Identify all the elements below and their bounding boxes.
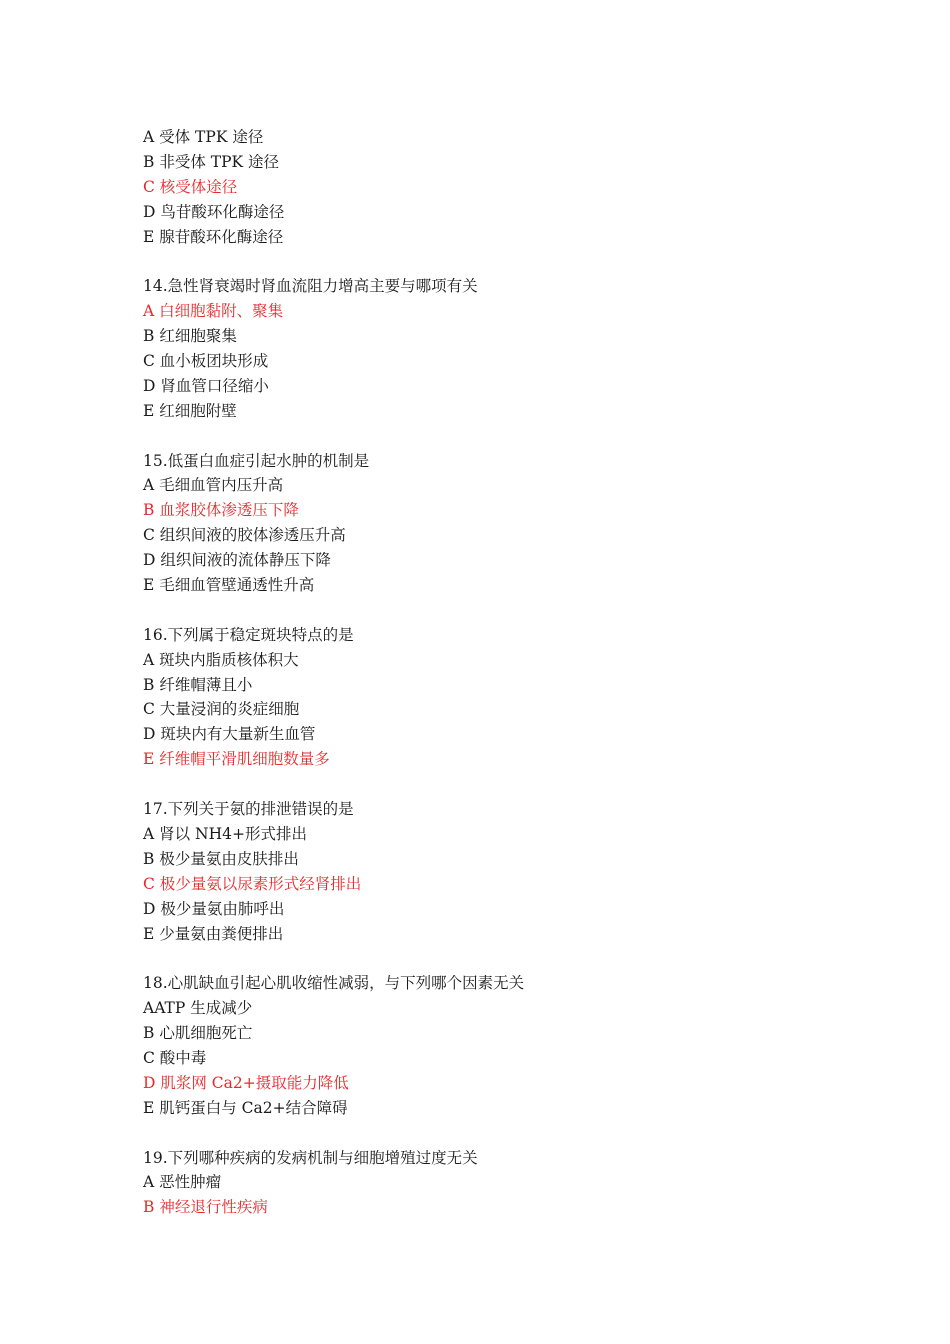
spacer — [143, 946, 863, 971]
question-16-block — [143, 623, 863, 772]
question-14-block — [143, 274, 863, 423]
q14-option-e: E 红细胞附壁 — [143, 401, 237, 420]
q16-option-c: C 大量浸润的炎症细胞 — [143, 700, 300, 719]
q17-question: 17.下列关于氨的排泄错误的是 — [143, 800, 354, 819]
q18-option-d-answer: D 肌浆网 Ca2+摄取能力降低 — [143, 1073, 349, 1092]
q14-option-c: C 血小板团块形成 — [143, 352, 269, 371]
q17-option-b: B 极少量氨由皮肤排出 — [143, 849, 299, 868]
spacer — [143, 598, 863, 623]
q15-option-b-answer: B 血浆胶体渗透压下降 — [143, 501, 299, 520]
q15-question: 15.低蛋白血症引起水肿的机制是 — [143, 451, 370, 470]
q16-option-d: D 斑块内有大量新生血管 — [143, 725, 316, 744]
q13-option-c-answer: C 核受体途径 — [143, 177, 238, 196]
spacer — [143, 772, 863, 797]
q16-option-a: A 斑块内脂质核体积大 — [143, 650, 299, 669]
q19-question: 19.下列哪种疾病的发病机制与细胞增殖过度无关 — [143, 1148, 478, 1167]
q14-option-a-answer: A 白细胞黏附、聚集 — [143, 302, 284, 321]
q14-option-b: B 红细胞聚集 — [143, 327, 237, 346]
q18-option-a: AATP 生成减少 — [143, 999, 253, 1018]
q15-option-a: A 毛细血管内压升高 — [143, 476, 284, 495]
q15-option-e: E 毛细血管壁通透性升高 — [143, 576, 315, 595]
question-13-block — [143, 125, 863, 249]
q17-option-e: E 少量氨由粪便排出 — [143, 924, 284, 943]
spacer — [143, 249, 863, 274]
question-18-block — [143, 971, 863, 1120]
q18-question: 18.心肌缺血引起心肌收缩性减弱，与下列哪个因素无关 — [143, 974, 525, 993]
q15-option-c: C 组织间液的胶体渗透压升高 — [143, 526, 346, 545]
q17-option-d: D 极少量氨由肺呼出 — [143, 899, 285, 918]
q19-option-b-answer: B 神经退行性疾病 — [143, 1198, 268, 1217]
question-15-block — [143, 449, 863, 598]
q14-question: 14.急性肾衰竭时肾血流阻力增高主要与哪项有关 — [143, 277, 478, 296]
q19-option-a: A 恶性肿瘤 — [143, 1173, 222, 1192]
q13-option-e: E 腺苷酸环化酶途径 — [143, 227, 284, 246]
question-17-block — [143, 797, 863, 946]
question-19-block — [143, 1146, 863, 1221]
exam-page — [143, 125, 863, 1220]
q13-option-d: D 鸟苷酸环化酶途径 — [143, 202, 285, 221]
q17-option-c-answer: C 极少量氨以尿素形式经肾排出 — [143, 874, 362, 893]
q16-question: 16.下列属于稳定斑块特点的是 — [143, 625, 354, 644]
q16-option-b: B 纤维帽薄且小 — [143, 675, 253, 694]
q18-option-c: C 酸中毒 — [143, 1048, 207, 1067]
q13-option-b: B 非受体 TPK 途径 — [143, 152, 280, 171]
q15-option-d: D 组织间液的流体静压下降 — [143, 551, 331, 570]
q13-option-a: A 受体 TPK 途径 — [143, 128, 264, 146]
q16-option-e-answer: E 纤维帽平滑肌细胞数量多 — [143, 750, 330, 769]
q18-option-e: E 肌钙蛋白与 Ca2+结合障碍 — [143, 1098, 348, 1117]
spacer — [143, 1121, 863, 1146]
q17-option-a: A 肾以 NH4+形式排出 — [143, 824, 307, 843]
spacer — [143, 424, 863, 449]
q18-option-b: B 心肌细胞死亡 — [143, 1024, 253, 1043]
q14-option-d: D 肾血管口径缩小 — [143, 376, 269, 395]
